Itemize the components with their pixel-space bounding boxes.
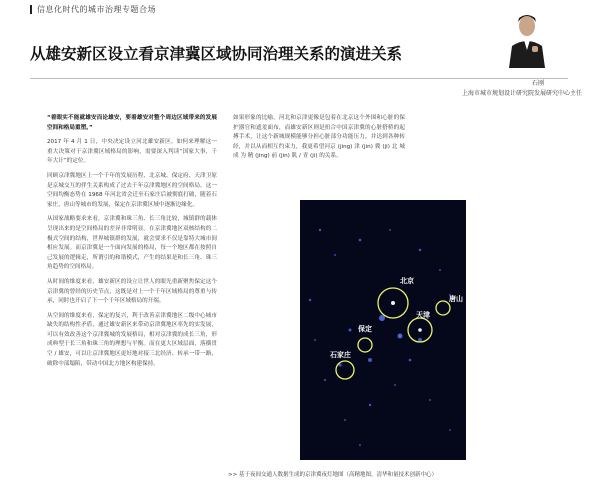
paragraph: 从时间的维度来看，雄安新区的设立让世人的眼光重新聚焦保定这个京津冀的曾经的历史节点，这既是对上一个千年区域格局的尊重与传承，同时也开启了下一个千年区域格局的开端。: [47, 278, 217, 305]
figure-caption: >> 基于夜间交通人数据生成的京津冀夜灯地图（高精地图，清华和量技术创新中心）: [228, 472, 437, 478]
night-lights-map: [300, 200, 466, 460]
map-label-beijing: 北京: [400, 277, 414, 285]
paragraph: 如果形象的比喻，河北和京津更像是包着在北京这个外围和心脏的保护器官和遮羞面布，而雄安新区则是扭合中国京津冀的心脏搭桥的起搏手术，让这个新城规模能够分担心脏部分功能压力，并达到各种转经，并以从而相互约束力，我更希望河京 (jing) 津 (jin) 冀 (ji) 北 城 成 为 精 (jing) 前 (jin) 肌 / 青 (ji) 的关系。: [233, 115, 405, 160]
author-name: 石刚: [532, 80, 545, 87]
lead-quote: “着眼实不能就雄安而论雄安，要着雄安对整个周边区域带来的发展空间和格局重塑。”: [47, 115, 217, 131]
map-graphic: [300, 200, 466, 460]
paragraph: 回顾京津冀地区上一个千年的发展历程，北京城、保定府、天津卫原是京城交互的伴生关系构成了过去千年京津冀地区的空间格局。这一空间均衡态势在 1968 年河北省会迁至石家庄后被彻底打破，随着石家庄、唐山等城市的发展，保定在京津冀区域中逐渐边缘化。: [47, 172, 217, 208]
paragraph: 从空间的维度来看，保定的复兴，利于改善京津冀地区二级中心城市缺失的结构性矛盾，通过雄安新区来带动京津冀地区率先的实发展，可以有效改善这个京津冀城的发展格局，相对京津冀的成长三角，形成典型于长三角和珠三角的理想与平衡。而在更大区域层面，落横贯空 / 雄安，可以让京津冀地区更好地对接三北经济、转承一带一路，破除中部塌陷，带动中国北方地区构建保持。: [47, 312, 217, 367]
map-label-baoding: 保定: [358, 325, 372, 333]
divider: [30, 78, 568, 79]
author-photo: [506, 6, 548, 68]
paragraph: 从国家战略要求来看，京津冀和珠三角、长三角比较，城镇群的载体呈现出来的是空间格局的差异非常明显。在京津冀地区双核结构的二极式空间的结构，世界城镇群的发展，就会要求不仅是靠特大城市间相应发展。而京津冀是一个面向发展的格局，每一个地区都在按照自己发展的逻辑走，所谓引的和谐模式，产生的结果是和长三角、珠三角趋势的空间格局。: [47, 216, 217, 271]
author-affiliation: 上海市城市规划设计研究院发展研究中心主任: [461, 90, 582, 97]
paragraph: 2017 年 4 月 1 日，中央决定设立河北雄安新区。如何来理解这一重大决策对于京津冀区域格局的影响，需要深入判读“国家大事，千年大计”的定位。: [47, 139, 217, 165]
article-column-right: [233, 114, 405, 167]
map-label-tangshan: 唐山: [449, 295, 463, 303]
map-label-tianjin: 天津: [416, 311, 430, 319]
section-marker: [30, 5, 32, 14]
article-title: 从雄安新区设立看京津冀区域协同治理关系的演进关系: [30, 45, 403, 63]
map-label-shijiazhuang: 石家庄: [330, 351, 351, 359]
section-header: [30, 4, 156, 15]
section-label: 信息化时代的城市治理专题合场: [37, 5, 156, 14]
article-column-left: [47, 114, 217, 374]
